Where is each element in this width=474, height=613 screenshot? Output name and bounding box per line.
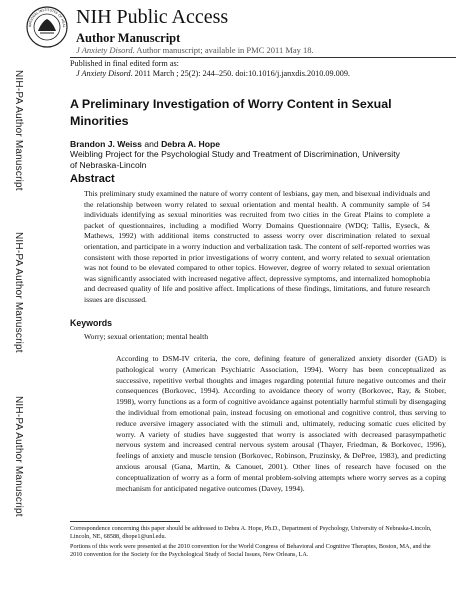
published-details: . 2011 March ; 25(2): 244–250. doi:10.1016/j.janxdis.2010.09.009. [130, 69, 350, 78]
article-title: A Preliminary Investigation of Worry Content in Sexual Minorities [70, 97, 392, 128]
sidebar-label-middle: NIH-PA Author Manuscript [13, 232, 24, 353]
keywords-text: Worry; sexual orientation; mental health [84, 332, 209, 341]
nih-logo [26, 6, 68, 48]
sidebar [0, 0, 30, 613]
sidebar-label-bottom: NIH-PA Author Manuscript [13, 396, 24, 517]
author-1: Brandon J. Weiss [70, 139, 142, 149]
header-citation [76, 45, 314, 55]
keywords-heading: Keywords [70, 318, 113, 328]
body-paragraph: According to DSM-IV criteria, the core, defining feature of generalized anxiety disorder (GAD) is pathological worry (American Psychiatric Association, 1994). Worry has been conceptualized as successive, repetitive verbal thoughts and images regarding potential future negative outcomes and their consequences (Borkovec, 1994). According to avoidance theory of worry (Borkovec, Ray, & Stober, 1998), worry functions as a form of cognitive avoidance against potentially harmful stimuli by disengaging the individual from emotional pain, instead focusing on emotional and cognitive control, thus serving to reduce aversive imagery associated with the stimuli and, ultimately, reducing somatic cues elicited by worry. A variety of studies have suggested that worry is associated with decreased parasympathetic nervous system and increased central nervous system arousal (Thayer, Friedman, & Borkovec, 1996), feelings of anxiety and muscle tension (Borkovec, Robinson, Pruzinsky, & DePree, 1983), and predicting anxious arousal (Gana, Martin, & Canouet, 2001). Other lines of research have focused on the conceptualization of worry as a form of mental problem-solving attempts where worry serves as a coping mechanism for anticipated negative outcomes (Davey, 1994). [116, 354, 446, 493]
nih-seal-icon [26, 6, 68, 48]
footnote-divider [70, 521, 180, 522]
sidebar-label-top: NIH-PA Author Manuscript [13, 70, 24, 191]
published-journal: J Anxiety Disord [76, 69, 131, 78]
header-divider [70, 57, 456, 58]
authors [70, 139, 220, 149]
published-citation [76, 69, 350, 78]
header-title: NIH Public Access [76, 6, 229, 28]
header-subtitle: Author Manuscript [76, 31, 181, 45]
affiliation: Weibling Project for the Psychologial Study and Treatment of Discrimination, University of Nebraska-Lincoln [70, 149, 400, 170]
authors-and: and [141, 139, 162, 149]
footnote-correspondence: Correspondence concerning this paper should be addressed to Debra A. Hope, Ph.D., Department of Psychology, University of Nebraska-Lincoln, Lincoln, NE, 68588, dhope1@unl.edu. [70, 525, 432, 541]
header-citation-rest: . Author manuscript; available in PMC 2011 May 18. [132, 45, 314, 55]
abstract-text: This preliminary study examined the nature of worry content of lesbians, gay men, and bisexual individuals and the relationship between worry related to sexual orientation and mental health. A community sample of 54 individuals identifying as sexual minorities was recruited from two cities in the Great Plains to complete a packet of questionnaires, including a modified Worry Domains Questionnaire (WDQ; Tallis, Eyseck, & Mathews, 1992) with additional items constructed to assess worry over discrimination related to sexual orientation, and participate in a worry induction and verbalization task. The content of self-reported worries was consistent with those reported in prior investigations of worry content, and worry related to sexual orientation was not found to be elevated compared to other topics. However, degree of worry related to sexual orientation was significantly associated with increased negative affect, depressive symptoms, and internalized homophobia and decreased quality of life and positive affect. Implications of these findings, limitations, and future research issues are discussed. [84, 189, 430, 304]
header-citation-journal: J Anxiety Disord [76, 45, 133, 55]
published-line: Published in final edited form as: [70, 59, 179, 68]
footnote-presentation: Portions of this work were presented at the 2010 convention for the World Congress of Behavioral and Cognitive Therapies, Boston, MA, and the 2010 convention for the Society for the Psychological Study of Social Issues, New Orleans, LA. [70, 543, 431, 559]
nih-logo-text: NATIONAL INSTITUTES OF HEAL [27, 7, 67, 28]
abstract-heading: Abstract [70, 173, 115, 185]
author-2: Debra A. Hope [161, 139, 220, 149]
